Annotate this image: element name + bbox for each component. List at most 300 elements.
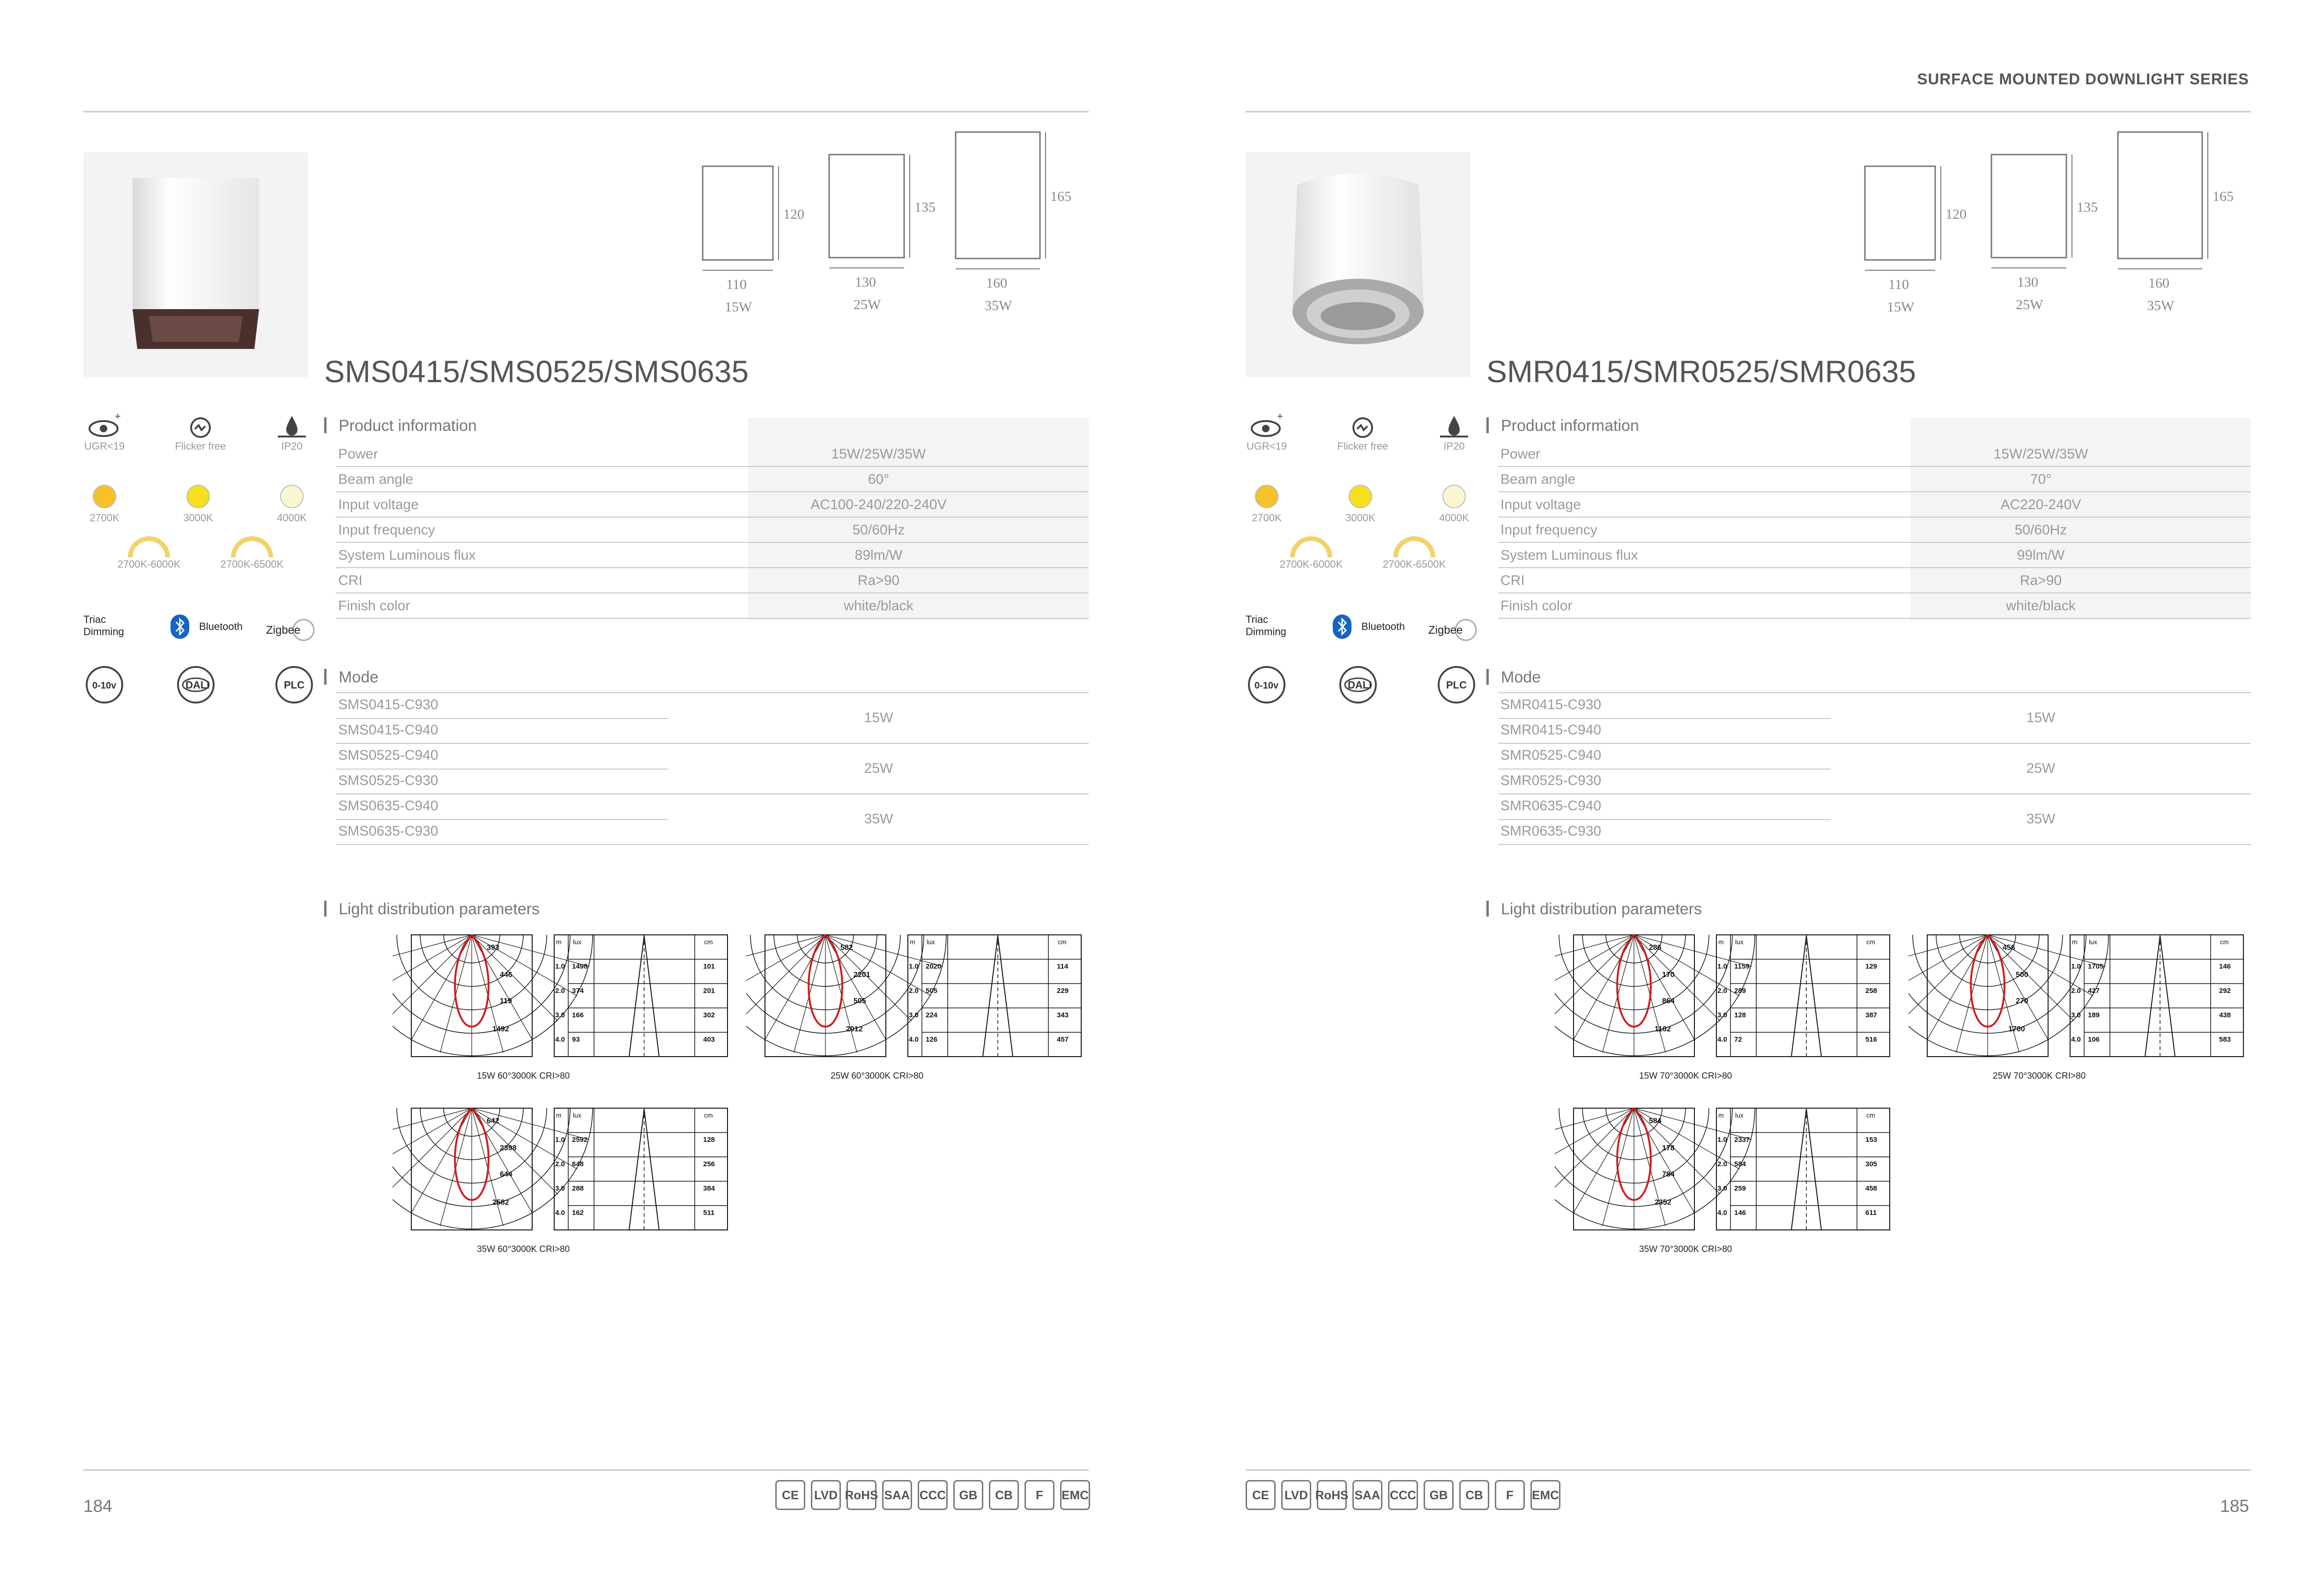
table-cm: 511 bbox=[703, 1209, 715, 1217]
certification-icon: RoHS bbox=[846, 1480, 876, 1510]
icon-label: 0-10v bbox=[92, 681, 117, 691]
svg-text:cm: cm bbox=[704, 938, 713, 946]
mode-group bbox=[336, 794, 1089, 845]
cct-range-block bbox=[1274, 535, 1349, 570]
model-code: SMS0525-C940 bbox=[338, 748, 438, 763]
spec-label: System Luminous flux bbox=[338, 548, 476, 563]
polar-value: 170 bbox=[1662, 971, 1675, 979]
dimension-box bbox=[1865, 166, 1935, 260]
color-temp-swatch bbox=[93, 485, 116, 508]
certification-icon: F bbox=[1495, 1480, 1525, 1510]
table-lux: 289 bbox=[1734, 987, 1746, 995]
dimension-drawings bbox=[1856, 126, 2249, 326]
spec-label: Power bbox=[338, 446, 379, 462]
polar-value: 2582 bbox=[492, 1199, 509, 1207]
color-temp-swatch bbox=[280, 485, 304, 508]
icon-label: 2700K-6000K bbox=[117, 558, 181, 570]
icon-label: 0-10v bbox=[1255, 681, 1279, 691]
icon-label: DALI bbox=[186, 679, 210, 691]
polar-value: 456 bbox=[2003, 944, 2015, 952]
polar-value: 2201 bbox=[854, 971, 870, 979]
icon-label: Zigbee bbox=[266, 624, 301, 637]
icon-label: IP20 bbox=[1443, 440, 1465, 452]
table-m: 4.0 bbox=[909, 1036, 919, 1044]
spec-value: Ra>90 bbox=[2020, 573, 2062, 588]
dimension-height: 135 bbox=[2077, 200, 2098, 215]
icon-label: DALI bbox=[1348, 679, 1372, 691]
table-m: 4.0 bbox=[1717, 1209, 1727, 1217]
dali-icon bbox=[176, 665, 215, 704]
cct-range-icon bbox=[229, 535, 275, 558]
dimension-width: 130 bbox=[855, 274, 876, 290]
polar-value: 644 bbox=[500, 1170, 512, 1178]
spec-label: Input frequency bbox=[338, 522, 435, 538]
heading-bar bbox=[324, 417, 327, 433]
model-code: SMR0635-C940 bbox=[1500, 798, 1602, 814]
product-photo bbox=[83, 152, 308, 377]
model-code: SMR0525-C930 bbox=[1500, 773, 1602, 788]
light-distribution-heading bbox=[1486, 900, 1702, 918]
triac-dimming-label: Triac Dimming bbox=[1246, 614, 1286, 637]
table-m: 4.0 bbox=[2071, 1036, 2081, 1044]
table-cm: 129 bbox=[1865, 962, 1878, 970]
table-cm: 458 bbox=[1865, 1185, 1878, 1192]
table-lux: 106 bbox=[2088, 1036, 2100, 1044]
table-m: 1.0 bbox=[555, 1136, 565, 1144]
cct-swatch-block bbox=[1339, 485, 1381, 524]
spec-value: white/black bbox=[2006, 598, 2076, 614]
table-cm: 305 bbox=[1865, 1160, 1878, 1168]
table-cm: 583 bbox=[2219, 1036, 2231, 1044]
ip-icon bbox=[1435, 412, 1473, 440]
table-m: 2.0 bbox=[909, 987, 919, 995]
table-m: 4.0 bbox=[555, 1036, 565, 1044]
table-lux: 128 bbox=[1734, 1011, 1746, 1019]
certification-icon: F bbox=[1025, 1480, 1054, 1510]
chart-caption: 15W 70°3000K CRI>80 bbox=[1639, 1071, 1732, 1081]
model-code: SMS0525-C930 bbox=[338, 773, 438, 788]
spec-label: Finish color bbox=[338, 598, 410, 614]
svg-text:lux: lux bbox=[2089, 938, 2097, 946]
heading-text: Mode bbox=[339, 668, 379, 686]
svg-text:+: + bbox=[115, 412, 121, 422]
flicker-icon bbox=[182, 412, 219, 440]
spec-label: Input voltage bbox=[1500, 497, 1581, 512]
light-distribution-chart bbox=[393, 933, 730, 1102]
bottom-divider bbox=[83, 1469, 1089, 1471]
light-distribution-heading bbox=[324, 900, 540, 918]
page-number: 184 bbox=[83, 1496, 112, 1516]
ip-block bbox=[1433, 412, 1475, 452]
certification-icon: LVD bbox=[811, 1480, 841, 1510]
certification-icon: CB bbox=[1459, 1480, 1489, 1510]
plc-icon bbox=[1437, 665, 1476, 704]
spec-row bbox=[336, 492, 1089, 518]
cct-range-icon bbox=[1391, 535, 1438, 558]
table-lux: 189 bbox=[2088, 1011, 2100, 1019]
spec-label: Input frequency bbox=[1500, 522, 1597, 538]
certification-icon: SAA bbox=[1352, 1480, 1382, 1510]
table-cm: 384 bbox=[703, 1185, 715, 1192]
light-distribution-chart bbox=[746, 933, 1084, 1102]
spec-row bbox=[336, 467, 1089, 492]
polar-value: 642 bbox=[487, 1117, 499, 1125]
heading-text: Product information bbox=[1501, 417, 1639, 435]
table-cm: 403 bbox=[703, 1036, 715, 1044]
feature-icons bbox=[83, 412, 327, 712]
top-divider bbox=[83, 111, 1089, 112]
heading-bar bbox=[1486, 417, 1489, 433]
mode-group bbox=[336, 693, 1089, 744]
illuminance-table bbox=[554, 935, 728, 1057]
model-title: SMR0415/SMR0525/SMR0635 bbox=[1486, 354, 1916, 389]
table-cm: 516 bbox=[1865, 1036, 1878, 1044]
light-distribution-chart bbox=[1555, 1106, 1892, 1275]
table-lux: 166 bbox=[572, 1011, 584, 1019]
model-title: SMS0415/SMS0525/SMS0635 bbox=[324, 354, 749, 389]
certification-marks bbox=[775, 1480, 1096, 1510]
illuminance-table bbox=[1716, 935, 1890, 1057]
dimension-width: 160 bbox=[986, 275, 1007, 291]
icon-label: PLC bbox=[284, 679, 304, 691]
spec-value: 89lm/W bbox=[854, 548, 903, 563]
table-lux: 2337 bbox=[1734, 1136, 1750, 1144]
spec-row bbox=[336, 442, 1089, 467]
spec-label: CRI bbox=[1500, 573, 1525, 588]
mode-group bbox=[1498, 693, 2251, 744]
spec-value: Ra>90 bbox=[857, 573, 900, 588]
dali-block bbox=[1337, 665, 1379, 704]
heading-bar bbox=[1486, 901, 1489, 917]
color-temp-swatch bbox=[1349, 485, 1372, 508]
table-m: 3.0 bbox=[909, 1011, 919, 1019]
icon-label: 2700K bbox=[89, 512, 119, 524]
plc-block bbox=[273, 665, 315, 704]
dali-block bbox=[175, 665, 217, 704]
dimension-power: 35W bbox=[985, 298, 1012, 313]
svg-text:m: m bbox=[1718, 1111, 1724, 1119]
series-title: SURFACE MOUNTED DOWNLIGHT SERIES bbox=[1917, 70, 2249, 88]
svg-text:m: m bbox=[556, 938, 562, 946]
plc-block bbox=[1435, 665, 1478, 704]
triac-dimming-label: Triac Dimming bbox=[83, 614, 124, 637]
table-lux: 2592 bbox=[572, 1136, 588, 1144]
dimension-height: 120 bbox=[1945, 207, 1967, 222]
table-cm: 611 bbox=[1865, 1209, 1877, 1217]
icon-label: 3000K bbox=[1345, 512, 1375, 524]
model-code: SMR0525-C940 bbox=[1500, 748, 1602, 763]
table-lux: 1705 bbox=[2088, 962, 2104, 970]
table-m: 4.0 bbox=[555, 1209, 565, 1217]
icon-label: IP20 bbox=[281, 440, 303, 452]
ugr-block bbox=[83, 412, 126, 452]
zigbee-icon bbox=[1428, 618, 1480, 642]
spec-row bbox=[1498, 518, 2251, 543]
spec-row bbox=[1498, 467, 2251, 492]
product-photo bbox=[1246, 152, 1470, 377]
dimension-box bbox=[829, 155, 904, 258]
model-code: SMS0415-C940 bbox=[338, 722, 438, 738]
table-lux: 126 bbox=[926, 1036, 938, 1044]
dimension-box bbox=[703, 166, 773, 260]
table-cm: 302 bbox=[703, 1011, 715, 1019]
zero-ten-icon bbox=[1247, 665, 1286, 704]
ip-block bbox=[271, 412, 313, 452]
dimension-width: 110 bbox=[726, 277, 747, 292]
polar-value: 2398 bbox=[500, 1144, 517, 1152]
mode-group bbox=[336, 744, 1089, 794]
svg-text:lux: lux bbox=[573, 1111, 581, 1119]
svg-text:lux: lux bbox=[1735, 1111, 1744, 1119]
table-m: 1.0 bbox=[1717, 962, 1727, 970]
svg-text:cm: cm bbox=[1866, 1111, 1875, 1119]
spec-value: 15W/25W/35W bbox=[831, 446, 926, 462]
icon-label: 2700K-6000K bbox=[1279, 558, 1343, 570]
spec-row bbox=[336, 518, 1089, 543]
table-m: 2.0 bbox=[2071, 987, 2081, 995]
table-cm: 114 bbox=[1057, 962, 1069, 970]
table-cm: 128 bbox=[703, 1136, 715, 1144]
polar-value: 1162 bbox=[1655, 1025, 1671, 1033]
color-temp-swatch bbox=[186, 485, 210, 508]
spec-row bbox=[1498, 568, 2251, 593]
icon-label: Zigbee bbox=[1428, 624, 1463, 637]
spec-value: white/black bbox=[844, 598, 913, 614]
table-m: 3.0 bbox=[1717, 1185, 1727, 1192]
polar-value: 270 bbox=[2016, 997, 2028, 1005]
certification-icon: CE bbox=[775, 1480, 805, 1510]
chart-caption: 35W 60°3000K CRI>80 bbox=[477, 1244, 570, 1254]
cct-range-icon bbox=[1288, 535, 1335, 558]
dimension-power: 25W bbox=[2016, 297, 2043, 312]
icon-label: Flicker free bbox=[1337, 440, 1388, 452]
spec-label: Finish color bbox=[1500, 598, 1573, 614]
row-divider bbox=[336, 819, 668, 820]
chart-caption: 35W 70°3000K CRI>80 bbox=[1639, 1244, 1732, 1254]
row-divider bbox=[336, 769, 668, 770]
mode-heading bbox=[324, 668, 379, 687]
spec-value: AC100-240/220-240V bbox=[810, 497, 947, 512]
polar-value: 2352 bbox=[1655, 1199, 1671, 1207]
svg-text:m: m bbox=[556, 1111, 562, 1119]
svg-text:m: m bbox=[910, 938, 915, 946]
dimension-box bbox=[1991, 155, 2066, 258]
svg-text:lux: lux bbox=[927, 938, 935, 946]
svg-text:lux: lux bbox=[573, 938, 581, 946]
bluetooth-block bbox=[163, 614, 243, 640]
heading-text: Product information bbox=[339, 417, 477, 435]
color-temp-swatch bbox=[1255, 485, 1278, 508]
chart-caption: 25W 70°3000K CRI>80 bbox=[1993, 1071, 2086, 1081]
row-divider bbox=[1498, 718, 1831, 719]
dimension-height: 165 bbox=[2213, 189, 2234, 204]
polar-value: 393 bbox=[487, 944, 499, 952]
bluetooth-icon bbox=[170, 614, 190, 640]
icon-label: 2700K-6500K bbox=[220, 558, 284, 570]
spec-value: 99lm/W bbox=[2017, 548, 2065, 563]
icon-label: 3000K bbox=[183, 512, 213, 524]
table-m: 1.0 bbox=[555, 962, 565, 970]
spec-label: Input voltage bbox=[338, 497, 419, 512]
dimension-width: 130 bbox=[2017, 274, 2038, 290]
certification-icon: CCC bbox=[918, 1480, 948, 1510]
feature-icons bbox=[1246, 412, 1489, 712]
icon-label: UGR<19 bbox=[84, 440, 125, 452]
svg-text:cm: cm bbox=[2220, 938, 2229, 946]
table-cm: 146 bbox=[2219, 962, 2231, 970]
table-cm: 258 bbox=[1865, 987, 1878, 995]
table-cm: 201 bbox=[703, 987, 715, 995]
chart-caption: 15W 60°3000K CRI>80 bbox=[477, 1071, 570, 1081]
heading-bar bbox=[324, 901, 327, 917]
cct-swatch-block bbox=[83, 485, 126, 524]
dimension-power: 15W bbox=[725, 299, 752, 315]
table-lux: 288 bbox=[572, 1185, 584, 1192]
certification-icon: CCC bbox=[1388, 1480, 1418, 1510]
model-code: SMS0415-C930 bbox=[338, 697, 438, 712]
heading-bar bbox=[324, 669, 327, 685]
polar-value: 2012 bbox=[846, 1025, 863, 1033]
dali-icon bbox=[1338, 665, 1378, 704]
table-cm: 256 bbox=[703, 1160, 715, 1168]
dimension-power: 25W bbox=[854, 297, 881, 312]
certification-icon: SAA bbox=[882, 1480, 912, 1510]
cct-swatch-block bbox=[177, 485, 219, 524]
dimension-width: 160 bbox=[2148, 275, 2169, 291]
spec-row bbox=[1498, 442, 2251, 467]
dimension-height: 135 bbox=[914, 200, 936, 215]
row-divider bbox=[336, 718, 668, 719]
spec-label: Power bbox=[1500, 446, 1541, 462]
table-cm: 457 bbox=[1057, 1036, 1069, 1044]
product-info-heading bbox=[1486, 417, 1639, 435]
flicker-icon bbox=[1344, 412, 1381, 440]
cct-swatch-block bbox=[271, 485, 313, 524]
spec-value: 60° bbox=[868, 472, 890, 487]
ip-icon bbox=[273, 412, 311, 440]
cct-swatch-block bbox=[1246, 485, 1288, 524]
table-lux: 93 bbox=[572, 1036, 580, 1044]
table-lux: 1498 bbox=[572, 962, 588, 970]
table-cm: 101 bbox=[703, 962, 715, 970]
icon-label: Bluetooth bbox=[1361, 621, 1405, 632]
spec-table bbox=[1498, 442, 2251, 619]
light-distribution-chart bbox=[393, 1106, 730, 1275]
polar-value: 784 bbox=[1662, 1170, 1675, 1178]
table-lux: 146 bbox=[1734, 1209, 1746, 1217]
table-cm: 292 bbox=[2219, 987, 2231, 995]
dimension-power: 35W bbox=[2147, 298, 2175, 313]
table-lux: 162 bbox=[572, 1209, 584, 1217]
icon-label: UGR<19 bbox=[1246, 440, 1287, 452]
polar-value: 446 bbox=[500, 971, 512, 979]
table-cm: 343 bbox=[1057, 1011, 1069, 1019]
spec-row bbox=[336, 568, 1089, 593]
cct-range-block bbox=[111, 535, 186, 570]
table-lux: 374 bbox=[572, 987, 584, 995]
table-cm: 229 bbox=[1057, 987, 1069, 995]
chart-caption: 25W 60°3000K CRI>80 bbox=[831, 1071, 924, 1081]
certification-icon: GB bbox=[953, 1480, 983, 1510]
dimension-box bbox=[956, 132, 1040, 259]
table-lux: 427 bbox=[2088, 987, 2100, 995]
model-power: 35W bbox=[864, 811, 893, 827]
mode-group bbox=[1498, 744, 2251, 794]
table-m: 1.0 bbox=[909, 962, 919, 970]
icon-label: Flicker free bbox=[175, 440, 226, 452]
table-cm: 153 bbox=[1865, 1136, 1878, 1144]
model-power: 25W bbox=[864, 761, 893, 776]
top-divider bbox=[1246, 111, 2251, 112]
table-m: 3.0 bbox=[555, 1011, 565, 1019]
certification-icon: EMC bbox=[1060, 1480, 1090, 1510]
svg-text:m: m bbox=[2072, 938, 2078, 946]
color-temp-swatch bbox=[1442, 485, 1466, 508]
table-m: 1.0 bbox=[1717, 1136, 1727, 1144]
table-m: 2.0 bbox=[1717, 987, 1727, 995]
polar-value: 1700 bbox=[2008, 1025, 2025, 1033]
spec-row bbox=[1498, 593, 2251, 619]
cct-swatch-block bbox=[1433, 485, 1475, 524]
certification-marks bbox=[1246, 1480, 1566, 1510]
spec-value: AC220-240V bbox=[2000, 497, 2081, 512]
spec-value: 15W/25W/35W bbox=[1993, 446, 2088, 462]
flicker-block bbox=[172, 412, 229, 452]
spec-row bbox=[1498, 543, 2251, 568]
polar-value: 582 bbox=[840, 944, 853, 952]
spec-value: 70° bbox=[2030, 472, 2052, 487]
bluetooth-block bbox=[1325, 614, 1405, 640]
certification-icon: LVD bbox=[1281, 1480, 1311, 1510]
spec-row bbox=[336, 593, 1089, 619]
spec-row bbox=[336, 543, 1089, 568]
dimension-drawings bbox=[693, 126, 1087, 326]
page-number: 185 bbox=[2220, 1496, 2249, 1516]
heading-text: Light distribution parameters bbox=[339, 900, 540, 918]
cct-range-block bbox=[1377, 535, 1452, 570]
table-m: 2.0 bbox=[1717, 1160, 1727, 1168]
spec-table bbox=[336, 442, 1089, 619]
heading-text: Light distribution parameters bbox=[1501, 900, 1702, 918]
ugr-icon bbox=[1248, 412, 1285, 440]
svg-text:cm: cm bbox=[1866, 938, 1875, 946]
light-distribution-chart bbox=[1908, 933, 2246, 1102]
polar-value: 178 bbox=[1662, 1144, 1675, 1152]
certification-icon: RoHS bbox=[1317, 1480, 1347, 1510]
svg-text:lux: lux bbox=[1735, 938, 1744, 946]
svg-text:+: + bbox=[1277, 412, 1283, 422]
table-lux: 72 bbox=[1734, 1036, 1742, 1044]
spec-label: Beam angle bbox=[338, 472, 414, 487]
model-code: SMR0415-C930 bbox=[1500, 697, 1602, 712]
page-right bbox=[1162, 0, 2324, 1577]
polar-value: 286 bbox=[1649, 944, 1662, 952]
table-m: 3.0 bbox=[555, 1185, 565, 1192]
table-cm: 387 bbox=[1865, 1011, 1878, 1019]
row-divider bbox=[1498, 819, 1831, 820]
spec-label: System Luminous flux bbox=[1500, 548, 1638, 563]
model-power: 35W bbox=[2026, 811, 2056, 827]
dimension-box bbox=[2118, 132, 2202, 259]
heading-text: Mode bbox=[1501, 668, 1541, 686]
dimension-height: 165 bbox=[1050, 189, 1071, 204]
certification-icon: CB bbox=[989, 1480, 1019, 1510]
table-lux: 259 bbox=[1734, 1185, 1746, 1192]
model-power: 25W bbox=[2026, 761, 2056, 776]
zigbee-block bbox=[264, 618, 320, 642]
certification-icon: CE bbox=[1246, 1480, 1276, 1510]
zigbee-icon bbox=[266, 618, 318, 642]
